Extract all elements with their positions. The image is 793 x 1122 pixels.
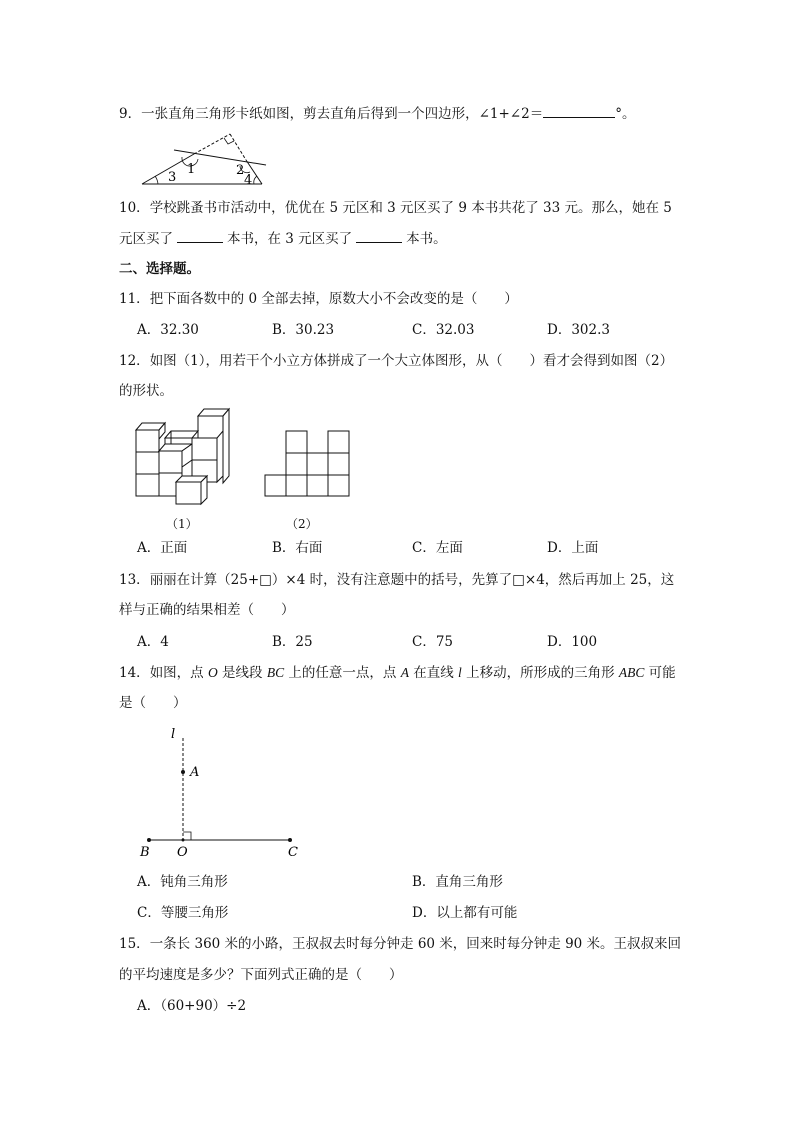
q9-unit: °。: [615, 106, 636, 122]
q12-figure-1-caption: （1）: [166, 517, 198, 531]
q14-fig-label-o: O: [177, 845, 188, 860]
q14-text-e: 上移动，所形成的三角形: [461, 665, 619, 681]
q13-number: 13．: [119, 572, 150, 588]
q10-number: 10．: [119, 200, 150, 216]
q15-option-a[interactable]: A．（60+90）÷2: [137, 998, 247, 1014]
q12-line1: [119, 351, 673, 371]
q12-figure-2-caption: （2）: [286, 517, 318, 531]
q9-angle-1-label: 1: [187, 162, 196, 177]
q9-angle-4-label: 4: [244, 173, 253, 188]
q15-stem: 一条长 360 米的小路，王叔叔去时每分钟走 60 米，回来时每分钟走 90 米。王叔叔来回: [149, 936, 682, 952]
q10-line2: [119, 228, 447, 249]
q12-figure-1-cube-stack: [132, 406, 237, 506]
q10-text-b: 本书，在 3 元区买了: [227, 231, 353, 247]
q14-number: 14．: [119, 665, 150, 681]
q10-stem: 学校跳蚤书市活动中，优优在 5 元区和 3 元区买了 9 本书共花了 33 元。那么，她在 5: [149, 200, 672, 216]
q14-text-d: 在直线: [408, 665, 459, 681]
q12-stem: 如图（1），用若干个小立方体拼成了一个大立体图形，从（ ）看才会得到如图（2）: [149, 353, 674, 369]
q14-option-a[interactable]: A．钝角三角形: [137, 874, 228, 890]
q10-text-c: 本书。: [406, 231, 447, 247]
q13-stem: 丽丽在计算（25+□）×4 时，没有注意题中的括号，先算了□×4，然后再加上 25，这: [149, 572, 675, 588]
q9-text: [119, 103, 635, 124]
q13-line2: 样与正确的结果相差（ ）: [119, 602, 295, 618]
q12-option-d[interactable]: D．上面: [547, 540, 599, 556]
q12-option-c[interactable]: C．左面: [412, 540, 463, 556]
q14-line-l: l: [458, 665, 462, 680]
q14-segment-bc: BC: [266, 665, 285, 680]
q14-line1: [119, 663, 676, 683]
q11-text: [119, 289, 518, 309]
q14-fig-label-b: B: [140, 845, 150, 860]
q14-text-f: 可能: [644, 665, 676, 681]
q11-option-d[interactable]: D．302.3: [547, 322, 610, 338]
q14-fig-label-a: A: [190, 765, 200, 780]
q15-line2: 的平均速度是多少？下面列式正确的是（ ）: [119, 967, 403, 983]
q12-figure-2-view-grid: [263, 430, 353, 498]
q13-line1: [119, 570, 674, 590]
q14-point-a: A: [400, 665, 409, 680]
q14-fig-label-l: l: [171, 727, 176, 742]
q12-line2: 的形状。: [119, 383, 173, 399]
section-heading: 二、选择题。: [119, 261, 200, 277]
q15-line1: [119, 934, 681, 954]
q11-stem: 把下面各数中的 0 全部去掉，原数大小不会改变的是（ ）: [149, 291, 518, 307]
q11-number: 11．: [119, 291, 150, 307]
q14-fig-label-c: C: [288, 845, 298, 860]
q14-point-o: O: [207, 665, 218, 680]
q11-option-c[interactable]: C．32.03: [412, 322, 475, 338]
q12-option-a[interactable]: A．正面: [137, 540, 188, 556]
q13-option-a[interactable]: A．4: [137, 634, 169, 650]
q14-text-b: 是线段: [217, 665, 267, 681]
q14-line2: 是（ ）: [119, 695, 187, 711]
q9-number: 9．: [119, 106, 142, 122]
q9-triangle-figure: [136, 128, 271, 188]
q9-angle-2-label: 2: [236, 163, 245, 178]
q9-stem: 一张直角三角形卡纸如图，剪去直角后得到一个四边形，∠1+∠2＝: [141, 106, 544, 122]
q11-option-b[interactable]: B．30.23: [272, 322, 335, 338]
q10-line1: [119, 198, 672, 218]
q15-number: 15．: [119, 936, 150, 952]
q13-option-b[interactable]: B．25: [272, 634, 313, 650]
q14-geometry-figure: [135, 722, 310, 862]
q12-option-b[interactable]: B．右面: [272, 540, 323, 556]
q13-option-d[interactable]: D．100: [547, 634, 598, 650]
q10-answer-blank-2[interactable]: [356, 228, 402, 243]
q10-text-a: 元区买了: [119, 231, 173, 247]
q14-option-b[interactable]: B．直角三角形: [412, 874, 503, 890]
q9-answer-blank[interactable]: [543, 103, 615, 118]
q14-option-c[interactable]: C．等腰三角形: [137, 905, 229, 921]
q14-text-c: 上的任意一点，点: [284, 665, 401, 681]
q10-answer-blank-1[interactable]: [177, 228, 223, 243]
q13-option-c[interactable]: C．75: [412, 634, 454, 650]
q14-triangle-abc: ABC: [618, 665, 645, 680]
q14-text-a: 如图，点: [149, 665, 208, 681]
q11-option-a[interactable]: A．32.30: [137, 322, 199, 338]
q9-angle-3-label: 3: [168, 170, 177, 185]
q14-option-d[interactable]: D．以上都有可能: [412, 905, 518, 921]
q12-number: 12．: [119, 353, 150, 369]
